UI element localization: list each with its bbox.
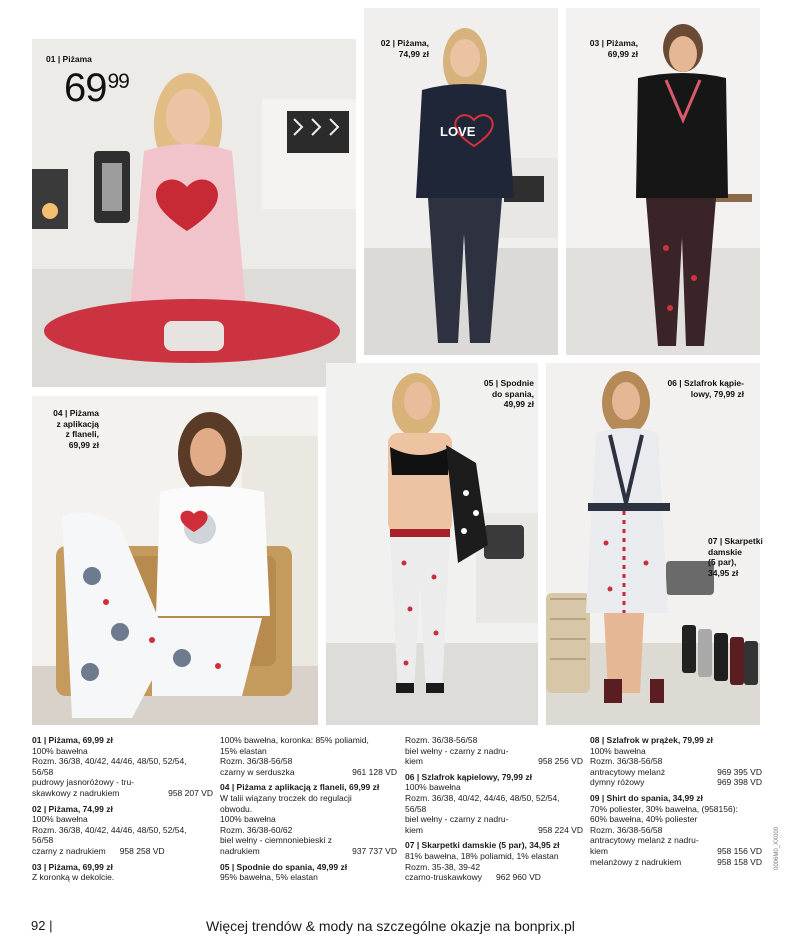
- item-05-code: 958 256 VD: [538, 756, 583, 767]
- catalog-vertical-code: 0006M0_XX000: [774, 826, 780, 870]
- item-09-color-1: antracytowy melanż z nadru-: [590, 835, 699, 846]
- item-04-sizes: Rozm. 36/38-60/62: [220, 824, 293, 835]
- tag-07: 07 | Skarpetki damskie (5 par), 34,95 zł: [708, 536, 763, 578]
- item-08-color-2: dymny różowy: [590, 777, 645, 788]
- item-04-desc-cont: obwodu.: [220, 803, 253, 814]
- item-01-title: 01 | Piżama, 69,99 zł: [32, 735, 113, 745]
- item-03-desc: Z koronką w dekolcie.: [32, 872, 115, 883]
- item-06-title: 06 | Szlafrok kąpielowy, 79,99 zł: [405, 771, 532, 782]
- item-08-color-1: antracytowy melanż: [590, 766, 666, 777]
- item-04-title: 04 | Piżama z aplikacją z flaneli, 69,99 zł: [220, 782, 380, 793]
- item-02-color-row: [32, 846, 213, 857]
- footer-tagline[interactable]: Więcej trendów & mody na szczególne okazje na bonprix.pl: [206, 918, 575, 934]
- item-07-code: 962 960 VD: [496, 872, 541, 883]
- item-09-code-1: 958 156 VD: [717, 845, 762, 856]
- item-06-sizes: Rozm. 36/38, 40/42, 44/46, 48/50, 52/54,: [405, 792, 560, 803]
- big-price-main: 69: [64, 66, 107, 110]
- product-details-column-2: [220, 735, 397, 883]
- product-details-column-4: [590, 735, 762, 867]
- item-08-color-row-2: [590, 777, 762, 788]
- item-02-code: 958 258 VD: [119, 845, 165, 856]
- item-03-title: 03 | Piżama, 69,99 zł: [32, 861, 113, 872]
- item-01-color: pudrowy jasnoróżowy - tru-: [32, 777, 135, 788]
- item-05-sizes: Rozm. 36/38-56/58: [405, 735, 478, 745]
- item-03-code: 961 128 VD: [352, 766, 397, 777]
- item-01-code: 958 207 VD: [168, 787, 213, 798]
- tag-04: 04 | Piżama z aplikacją z flaneli, 69,99 zł: [53, 408, 99, 450]
- product-details-column-3: [405, 735, 583, 883]
- item-09-title: 09 | Shirt do spania, 34,99 zł: [590, 792, 703, 803]
- item-04-desc: W talii wiązany troczek do regulacji: [220, 792, 352, 803]
- item-05-color: biel wełny - czarny z nadru-: [405, 745, 509, 756]
- item-09-sizes: Rozm. 36/38-56/58: [590, 824, 663, 835]
- item-09-code-2: 958 158 VD: [717, 856, 762, 867]
- tag-03: 03 | Piżama, 69,99 zł: [589, 38, 638, 59]
- item-08-code-2: 969 398 VD: [717, 777, 762, 788]
- page-number: 92 |: [31, 918, 53, 933]
- product-photo-03[interactable]: [566, 8, 760, 355]
- item-04-material: 100% bawełna: [220, 814, 276, 825]
- item-03-sizes: Rozm. 36/38-56/58: [220, 756, 293, 767]
- item-05-color-cont: kiem: [405, 756, 423, 767]
- item-07-title: 07 | Skarpetki damskie (5 par), 34,95 zł: [405, 840, 560, 851]
- item-04-color-row: [220, 846, 397, 857]
- item-01-color-cont: skawkowy z nadrukiem: [32, 787, 120, 798]
- page-footer: [0, 918, 796, 936]
- item-09-color-row-1: [590, 846, 762, 857]
- item-02-sizes: Rozm. 36/38, 40/42, 44/46, 48/50, 52/54,: [32, 824, 187, 835]
- shirt-print-love: LOVE: [440, 124, 476, 139]
- product-photo-02[interactable]: [364, 8, 558, 355]
- item-01-color-row: [32, 788, 213, 799]
- item-08-material: 100% bawełna: [590, 745, 646, 756]
- item-05-color-row: [405, 756, 583, 767]
- item-06-color: biel wełny - czarny z nadru-: [405, 814, 509, 825]
- item-08-sizes: Rozm. 36/38-56/58: [590, 756, 663, 767]
- item-06-color-row: [405, 825, 583, 836]
- item-03-color: czarny w serduszka: [220, 766, 295, 777]
- item-07-color-row: [405, 872, 583, 883]
- item-08-color-row-1: [590, 767, 762, 778]
- item-04-color: biel wełny - ciemnoniebieski z: [220, 835, 332, 846]
- item-03-color-row: [220, 767, 397, 778]
- tag-01: 01 | Piżama: [46, 54, 92, 64]
- item-03-material: 100% bawełna, koronka: 85% poliamid,: [220, 735, 369, 745]
- item-03-material-cont: 15% elastan: [220, 745, 267, 756]
- product-details-column-1: [32, 735, 213, 883]
- item-02-material: 100% bawełna: [32, 814, 88, 825]
- item-09-material: 70% poliester, 30% bawełna, (958156):: [590, 803, 738, 814]
- item-06-code: 958 224 VD: [538, 824, 583, 835]
- item-08-title: 08 | Szlafrok w prążek, 79,99 zł: [590, 735, 713, 745]
- tag-05: 05 | Spodnie do spania, 49,99 zł: [483, 378, 534, 409]
- item-06-color-cont: kiem: [405, 824, 423, 835]
- item-07-sizes: Rozm. 35-38, 39-42: [405, 861, 481, 872]
- big-price-cents: 99: [107, 70, 129, 93]
- item-09-color-1-cont: kiem: [590, 845, 608, 856]
- item-01-sizes-cont: 56/58: [32, 766, 54, 777]
- item-02-title: 02 | Piżama, 74,99 zł: [32, 803, 113, 814]
- item-01-sizes: Rozm. 36/38, 40/42, 44/46, 48/50, 52/54,: [32, 756, 187, 767]
- item-07-material: 81% bawełna, 18% poliamid, 1% elastan: [405, 850, 559, 861]
- item-05-material: 95% bawełna, 5% elastan: [220, 872, 318, 883]
- item-09-color-row-2: [590, 857, 762, 868]
- item-01-material: 100% bawełna: [32, 745, 88, 756]
- item-08-code-1: 969 395 VD: [717, 766, 762, 777]
- tag-02: 02 | Piżama, 74,99 zł: [380, 38, 429, 59]
- item-09-color-2: melanżowy z nadrukiem: [590, 856, 682, 867]
- item-02-color: czarny z nadrukiem: [32, 845, 106, 856]
- item-06-sizes-cont: 56/58: [405, 803, 427, 814]
- item-07-color: czarno-truskawkowy: [405, 872, 482, 883]
- item-04-code: 937 737 VD: [352, 845, 397, 856]
- product-photo-05[interactable]: [326, 363, 538, 725]
- item-05-title: 05 | Spodnie do spania, 49,99 zł: [220, 861, 348, 872]
- item-02-sizes-cont: 56/58: [32, 835, 54, 846]
- big-price-01: [64, 66, 129, 111]
- tag-06: 06 | Szlafrok kąpie- lowy, 79,99 zł: [667, 378, 744, 399]
- item-04-color-cont: nadrukiem: [220, 845, 260, 856]
- item-06-material: 100% bawełna: [405, 782, 461, 793]
- item-09-material-cont: 60% bawełna, 40% poliester: [590, 814, 698, 825]
